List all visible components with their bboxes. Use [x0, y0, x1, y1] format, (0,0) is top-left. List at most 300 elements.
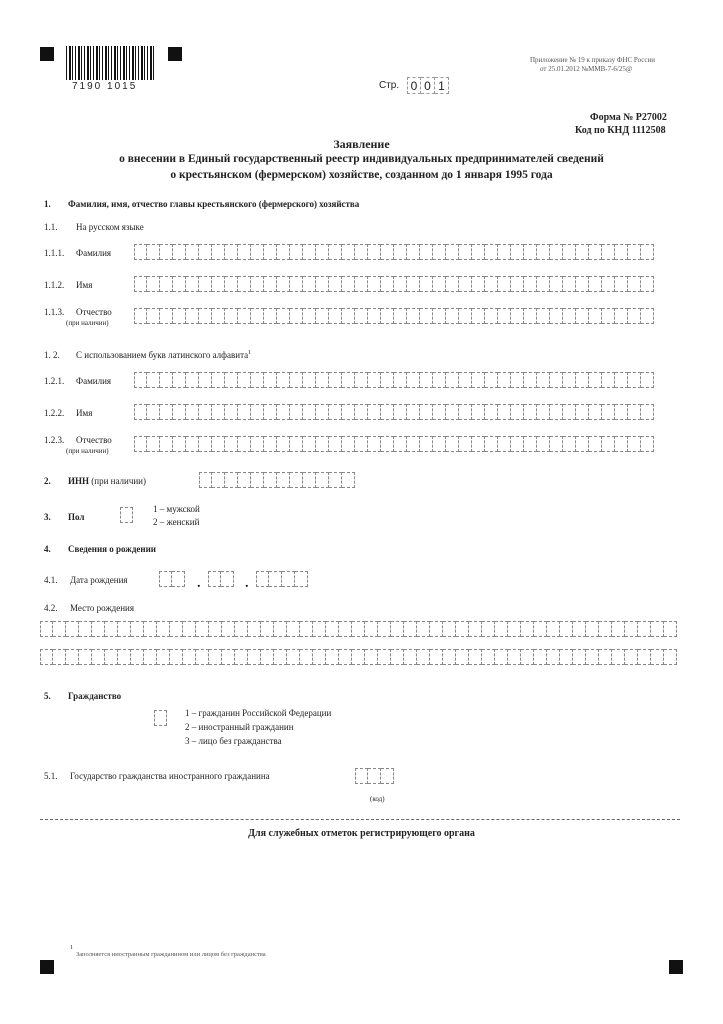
- entry-cell[interactable]: [105, 649, 118, 665]
- entry-cell[interactable]: [196, 649, 209, 665]
- entry-cell[interactable]: [269, 571, 282, 587]
- entry-cell[interactable]: [576, 404, 589, 420]
- entry-cell[interactable]: [277, 436, 290, 452]
- entry-cell[interactable]: [134, 276, 147, 292]
- entry-cell[interactable]: [183, 621, 196, 637]
- entry-cell[interactable]: [417, 621, 430, 637]
- entry-cell[interactable]: [313, 621, 326, 637]
- entry-cell[interactable]: [573, 649, 586, 665]
- entry-cell[interactable]: [303, 472, 316, 488]
- entry-cell[interactable]: [485, 244, 498, 260]
- entry-cell[interactable]: [433, 404, 446, 420]
- entry-cell[interactable]: [329, 472, 342, 488]
- entry-cell[interactable]: [586, 649, 599, 665]
- entry-cell[interactable]: [290, 308, 303, 324]
- entry-cell[interactable]: [446, 404, 459, 420]
- entry-cell[interactable]: [641, 308, 654, 324]
- entry-cell[interactable]: [277, 308, 290, 324]
- entry-cell[interactable]: [186, 244, 199, 260]
- entry-cell[interactable]: [303, 404, 316, 420]
- entry-cell[interactable]: [352, 649, 365, 665]
- entry-cell[interactable]: [342, 472, 355, 488]
- entry-cell[interactable]: [482, 649, 495, 665]
- entry-cell[interactable]: [407, 308, 420, 324]
- name-latin-cells[interactable]: [134, 404, 654, 422]
- entry-cell[interactable]: [212, 276, 225, 292]
- entry-cell[interactable]: [472, 372, 485, 388]
- entry-cell[interactable]: [355, 244, 368, 260]
- entry-cell[interactable]: [472, 404, 485, 420]
- entry-cell[interactable]: [199, 472, 212, 488]
- entry-cell[interactable]: [407, 244, 420, 260]
- entry-cell[interactable]: [365, 621, 378, 637]
- gender-cell[interactable]: [120, 507, 133, 525]
- entry-cell[interactable]: [404, 649, 417, 665]
- entry-cell[interactable]: [511, 436, 524, 452]
- entry-cell[interactable]: [576, 436, 589, 452]
- entry-cell[interactable]: [485, 276, 498, 292]
- entry-cell[interactable]: [599, 621, 612, 637]
- entry-cell[interactable]: [326, 649, 339, 665]
- entry-cell[interactable]: [134, 404, 147, 420]
- entry-cell[interactable]: [521, 621, 534, 637]
- entry-cell[interactable]: [456, 649, 469, 665]
- entry-cell[interactable]: [547, 621, 560, 637]
- entry-cell[interactable]: [446, 276, 459, 292]
- patronymic-ru-cells[interactable]: [134, 308, 654, 326]
- entry-cell[interactable]: [576, 308, 589, 324]
- entry-cell[interactable]: [537, 276, 550, 292]
- entry-cell[interactable]: [209, 621, 222, 637]
- entry-cell[interactable]: [170, 649, 183, 665]
- entry-cell[interactable]: [40, 649, 53, 665]
- entry-cell[interactable]: [641, 436, 654, 452]
- entry-cell[interactable]: [615, 404, 628, 420]
- entry-cell[interactable]: [212, 244, 225, 260]
- entry-cell[interactable]: [563, 276, 576, 292]
- surname-latin-cells[interactable]: [134, 372, 654, 390]
- entry-cell[interactable]: [404, 621, 417, 637]
- entry-cell[interactable]: [199, 404, 212, 420]
- entry-cell[interactable]: [342, 276, 355, 292]
- entry-cell[interactable]: [433, 276, 446, 292]
- entry-cell[interactable]: [316, 404, 329, 420]
- entry-cell[interactable]: [238, 404, 251, 420]
- entry-cell[interactable]: [537, 372, 550, 388]
- entry-cell[interactable]: [589, 372, 602, 388]
- entry-cell[interactable]: [277, 244, 290, 260]
- entry-cell[interactable]: [433, 372, 446, 388]
- entry-cell[interactable]: [381, 372, 394, 388]
- entry-cell[interactable]: [147, 372, 160, 388]
- entry-cell[interactable]: [92, 621, 105, 637]
- entry-cell[interactable]: [664, 621, 677, 637]
- entry-cell[interactable]: [560, 621, 573, 637]
- entry-cell[interactable]: [342, 308, 355, 324]
- entry-cell[interactable]: [628, 436, 641, 452]
- entry-cell[interactable]: [433, 308, 446, 324]
- entry-cell[interactable]: [537, 404, 550, 420]
- entry-cell[interactable]: [378, 649, 391, 665]
- entry-cell[interactable]: [472, 276, 485, 292]
- entry-cell[interactable]: [199, 244, 212, 260]
- entry-cell[interactable]: [381, 244, 394, 260]
- entry-cell[interactable]: [602, 308, 615, 324]
- entry-cell[interactable]: [264, 436, 277, 452]
- entry-cell[interactable]: [282, 571, 295, 587]
- entry-cell[interactable]: [225, 276, 238, 292]
- entry-cell[interactable]: [602, 276, 615, 292]
- entry-cell[interactable]: [277, 276, 290, 292]
- entry-cell[interactable]: [134, 308, 147, 324]
- entry-cell[interactable]: [446, 372, 459, 388]
- entry-cell[interactable]: [342, 244, 355, 260]
- entry-cell[interactable]: [225, 436, 238, 452]
- entry-cell[interactable]: [186, 404, 199, 420]
- entry-cell[interactable]: [602, 244, 615, 260]
- entry-cell[interactable]: [251, 276, 264, 292]
- entry-cell[interactable]: [615, 244, 628, 260]
- entry-cell[interactable]: [459, 308, 472, 324]
- entry-cell[interactable]: [511, 372, 524, 388]
- entry-cell[interactable]: [368, 372, 381, 388]
- entry-cell[interactable]: [615, 436, 628, 452]
- entry-cell[interactable]: [430, 621, 443, 637]
- entry-cell[interactable]: [342, 436, 355, 452]
- entry-cell[interactable]: [316, 372, 329, 388]
- entry-cell[interactable]: [563, 404, 576, 420]
- entry-cell[interactable]: [524, 244, 537, 260]
- entry-cell[interactable]: [144, 649, 157, 665]
- entry-cell[interactable]: [498, 308, 511, 324]
- entry-cell[interactable]: [641, 372, 654, 388]
- entry-cell[interactable]: [290, 276, 303, 292]
- entry-cell[interactable]: [638, 649, 651, 665]
- entry-cell[interactable]: [537, 308, 550, 324]
- entry-cell[interactable]: [472, 244, 485, 260]
- entry-cell[interactable]: [212, 472, 225, 488]
- entry-cell[interactable]: [641, 404, 654, 420]
- entry-cell[interactable]: [329, 276, 342, 292]
- entry-cell[interactable]: [355, 308, 368, 324]
- entry-cell[interactable]: [472, 436, 485, 452]
- entry-cell[interactable]: [105, 621, 118, 637]
- entry-cell[interactable]: [329, 372, 342, 388]
- entry-cell[interactable]: [303, 276, 316, 292]
- entry-cell[interactable]: [524, 308, 537, 324]
- entry-cell[interactable]: [160, 436, 173, 452]
- entry-cell[interactable]: [248, 649, 261, 665]
- entry-cell[interactable]: [381, 276, 394, 292]
- entry-cell[interactable]: [303, 436, 316, 452]
- entry-cell[interactable]: [498, 404, 511, 420]
- entry-cell[interactable]: [316, 308, 329, 324]
- entry-cell[interactable]: [225, 372, 238, 388]
- birthplace-cells-row-2[interactable]: [40, 649, 677, 667]
- entry-cell[interactable]: [248, 621, 261, 637]
- entry-cell[interactable]: [550, 276, 563, 292]
- birth-month-cells[interactable]: [208, 571, 234, 589]
- entry-cell[interactable]: [225, 308, 238, 324]
- entry-cell[interactable]: [407, 436, 420, 452]
- entry-cell[interactable]: [573, 621, 586, 637]
- birth-year-cells[interactable]: [256, 571, 308, 589]
- entry-cell[interactable]: [443, 621, 456, 637]
- entry-cell[interactable]: [159, 571, 172, 587]
- entry-cell[interactable]: [225, 472, 238, 488]
- entry-cell[interactable]: [251, 404, 264, 420]
- entry-cell[interactable]: [329, 244, 342, 260]
- entry-cell[interactable]: [264, 244, 277, 260]
- entry-cell[interactable]: [628, 244, 641, 260]
- entry-cell[interactable]: [300, 621, 313, 637]
- entry-cell[interactable]: [495, 649, 508, 665]
- entry-cell[interactable]: [420, 436, 433, 452]
- entry-cell[interactable]: [199, 436, 212, 452]
- entry-cell[interactable]: [446, 308, 459, 324]
- birthplace-cells-row-1[interactable]: [40, 621, 677, 639]
- entry-cell[interactable]: [290, 244, 303, 260]
- entry-cell[interactable]: [144, 621, 157, 637]
- entry-cell[interactable]: [199, 372, 212, 388]
- entry-cell[interactable]: [290, 372, 303, 388]
- entry-cell[interactable]: [651, 621, 664, 637]
- entry-cell[interactable]: [147, 276, 160, 292]
- entry-cell[interactable]: [498, 244, 511, 260]
- entry-cell[interactable]: [173, 276, 186, 292]
- entry-cell[interactable]: [511, 308, 524, 324]
- entry-cell[interactable]: [79, 649, 92, 665]
- entry-cell[interactable]: [508, 649, 521, 665]
- entry-cell[interactable]: [368, 404, 381, 420]
- entry-cell[interactable]: [368, 436, 381, 452]
- entry-cell[interactable]: [79, 621, 92, 637]
- entry-cell[interactable]: [550, 404, 563, 420]
- entry-cell[interactable]: [235, 649, 248, 665]
- entry-cell[interactable]: [355, 768, 368, 784]
- entry-cell[interactable]: [277, 472, 290, 488]
- entry-cell[interactable]: [316, 436, 329, 452]
- entry-cell[interactable]: [586, 621, 599, 637]
- entry-cell[interactable]: [313, 649, 326, 665]
- entry-cell[interactable]: [368, 768, 381, 784]
- entry-cell[interactable]: [329, 308, 342, 324]
- entry-cell[interactable]: [173, 308, 186, 324]
- entry-cell[interactable]: [251, 244, 264, 260]
- entry-cell[interactable]: [485, 372, 498, 388]
- entry-cell[interactable]: [430, 649, 443, 665]
- entry-cell[interactable]: [261, 621, 274, 637]
- entry-cell[interactable]: [550, 308, 563, 324]
- entry-cell[interactable]: [394, 244, 407, 260]
- entry-cell[interactable]: [459, 404, 472, 420]
- page-digit[interactable]: 1: [435, 77, 449, 94]
- entry-cell[interactable]: [264, 308, 277, 324]
- entry-cell[interactable]: [212, 372, 225, 388]
- entry-cell[interactable]: [615, 372, 628, 388]
- entry-cell[interactable]: [160, 276, 173, 292]
- entry-cell[interactable]: [316, 276, 329, 292]
- entry-cell[interactable]: [53, 621, 66, 637]
- entry-cell[interactable]: [420, 244, 433, 260]
- entry-cell[interactable]: [264, 472, 277, 488]
- entry-cell[interactable]: [120, 507, 133, 523]
- entry-cell[interactable]: [560, 649, 573, 665]
- entry-cell[interactable]: [417, 649, 430, 665]
- entry-cell[interactable]: [511, 276, 524, 292]
- entry-cell[interactable]: [485, 436, 498, 452]
- entry-cell[interactable]: [147, 436, 160, 452]
- entry-cell[interactable]: [355, 276, 368, 292]
- entry-cell[interactable]: [638, 621, 651, 637]
- entry-cell[interactable]: [238, 244, 251, 260]
- entry-cell[interactable]: [225, 404, 238, 420]
- entry-cell[interactable]: [615, 276, 628, 292]
- entry-cell[interactable]: [303, 372, 316, 388]
- entry-cell[interactable]: [274, 649, 287, 665]
- entry-cell[interactable]: [459, 244, 472, 260]
- entry-cell[interactable]: [300, 649, 313, 665]
- entry-cell[interactable]: [160, 244, 173, 260]
- entry-cell[interactable]: [378, 621, 391, 637]
- entry-cell[interactable]: [524, 276, 537, 292]
- entry-cell[interactable]: [329, 404, 342, 420]
- entry-cell[interactable]: [420, 276, 433, 292]
- entry-cell[interactable]: [196, 621, 209, 637]
- entry-cell[interactable]: [147, 308, 160, 324]
- entry-cell[interactable]: [118, 621, 131, 637]
- entry-cell[interactable]: [222, 649, 235, 665]
- entry-cell[interactable]: [391, 621, 404, 637]
- entry-cell[interactable]: [251, 308, 264, 324]
- entry-cell[interactable]: [222, 621, 235, 637]
- entry-cell[interactable]: [563, 244, 576, 260]
- entry-cell[interactable]: [53, 649, 66, 665]
- citizenship-cell[interactable]: [154, 710, 167, 728]
- entry-cell[interactable]: [628, 308, 641, 324]
- entry-cell[interactable]: [290, 404, 303, 420]
- entry-cell[interactable]: [589, 436, 602, 452]
- inn-cells[interactable]: [199, 472, 355, 490]
- entry-cell[interactable]: [172, 571, 185, 587]
- entry-cell[interactable]: [368, 308, 381, 324]
- entry-cell[interactable]: [264, 372, 277, 388]
- entry-cell[interactable]: [212, 404, 225, 420]
- entry-cell[interactable]: [287, 621, 300, 637]
- entry-cell[interactable]: [251, 436, 264, 452]
- entry-cell[interactable]: [651, 649, 664, 665]
- entry-cell[interactable]: [628, 276, 641, 292]
- entry-cell[interactable]: [498, 276, 511, 292]
- entry-cell[interactable]: [303, 244, 316, 260]
- entry-cell[interactable]: [459, 436, 472, 452]
- entry-cell[interactable]: [251, 372, 264, 388]
- entry-cell[interactable]: [199, 276, 212, 292]
- entry-cell[interactable]: [170, 621, 183, 637]
- entry-cell[interactable]: [66, 621, 79, 637]
- entry-cell[interactable]: [612, 649, 625, 665]
- entry-cell[interactable]: [547, 649, 560, 665]
- entry-cell[interactable]: [563, 308, 576, 324]
- entry-cell[interactable]: [326, 621, 339, 637]
- entry-cell[interactable]: [511, 244, 524, 260]
- entry-cell[interactable]: [625, 621, 638, 637]
- entry-cell[interactable]: [391, 649, 404, 665]
- entry-cell[interactable]: [615, 308, 628, 324]
- entry-cell[interactable]: [420, 404, 433, 420]
- entry-cell[interactable]: [407, 276, 420, 292]
- entry-cell[interactable]: [209, 649, 222, 665]
- entry-cell[interactable]: [238, 472, 251, 488]
- entry-cell[interactable]: [482, 621, 495, 637]
- entry-cell[interactable]: [186, 308, 199, 324]
- entry-cell[interactable]: [420, 372, 433, 388]
- surname-ru-cells[interactable]: [134, 244, 654, 262]
- entry-cell[interactable]: [381, 436, 394, 452]
- birth-day-cells[interactable]: [159, 571, 185, 589]
- entry-cell[interactable]: [212, 436, 225, 452]
- entry-cell[interactable]: [339, 621, 352, 637]
- entry-cell[interactable]: [599, 649, 612, 665]
- entry-cell[interactable]: [212, 308, 225, 324]
- entry-cell[interactable]: [521, 649, 534, 665]
- entry-cell[interactable]: [365, 649, 378, 665]
- entry-cell[interactable]: [225, 244, 238, 260]
- entry-cell[interactable]: [287, 649, 300, 665]
- entry-cell[interactable]: [628, 404, 641, 420]
- entry-cell[interactable]: [381, 404, 394, 420]
- country-code-cells[interactable]: [355, 768, 394, 786]
- entry-cell[interactable]: [208, 571, 221, 587]
- entry-cell[interactable]: [550, 244, 563, 260]
- entry-cell[interactable]: [589, 308, 602, 324]
- entry-cell[interactable]: [485, 404, 498, 420]
- patronymic-latin-cells[interactable]: [134, 436, 654, 454]
- entry-cell[interactable]: [498, 436, 511, 452]
- entry-cell[interactable]: [173, 404, 186, 420]
- entry-cell[interactable]: [186, 372, 199, 388]
- entry-cell[interactable]: [612, 621, 625, 637]
- entry-cell[interactable]: [235, 621, 248, 637]
- entry-cell[interactable]: [381, 768, 394, 784]
- entry-cell[interactable]: [131, 621, 144, 637]
- entry-cell[interactable]: [40, 621, 53, 637]
- entry-cell[interactable]: [154, 710, 167, 726]
- entry-cell[interactable]: [537, 436, 550, 452]
- entry-cell[interactable]: [563, 436, 576, 452]
- entry-cell[interactable]: [394, 436, 407, 452]
- entry-cell[interactable]: [147, 404, 160, 420]
- entry-cell[interactable]: [238, 436, 251, 452]
- entry-cell[interactable]: [160, 372, 173, 388]
- entry-cell[interactable]: [339, 649, 352, 665]
- entry-cell[interactable]: [131, 649, 144, 665]
- entry-cell[interactable]: [407, 372, 420, 388]
- entry-cell[interactable]: [277, 404, 290, 420]
- entry-cell[interactable]: [407, 404, 420, 420]
- entry-cell[interactable]: [469, 621, 482, 637]
- entry-cell[interactable]: [157, 649, 170, 665]
- entry-cell[interactable]: [459, 372, 472, 388]
- entry-cell[interactable]: [508, 621, 521, 637]
- entry-cell[interactable]: [316, 472, 329, 488]
- entry-cell[interactable]: [576, 276, 589, 292]
- entry-cell[interactable]: [183, 649, 196, 665]
- entry-cell[interactable]: [550, 436, 563, 452]
- entry-cell[interactable]: [446, 436, 459, 452]
- entry-cell[interactable]: [495, 621, 508, 637]
- entry-cell[interactable]: [92, 649, 105, 665]
